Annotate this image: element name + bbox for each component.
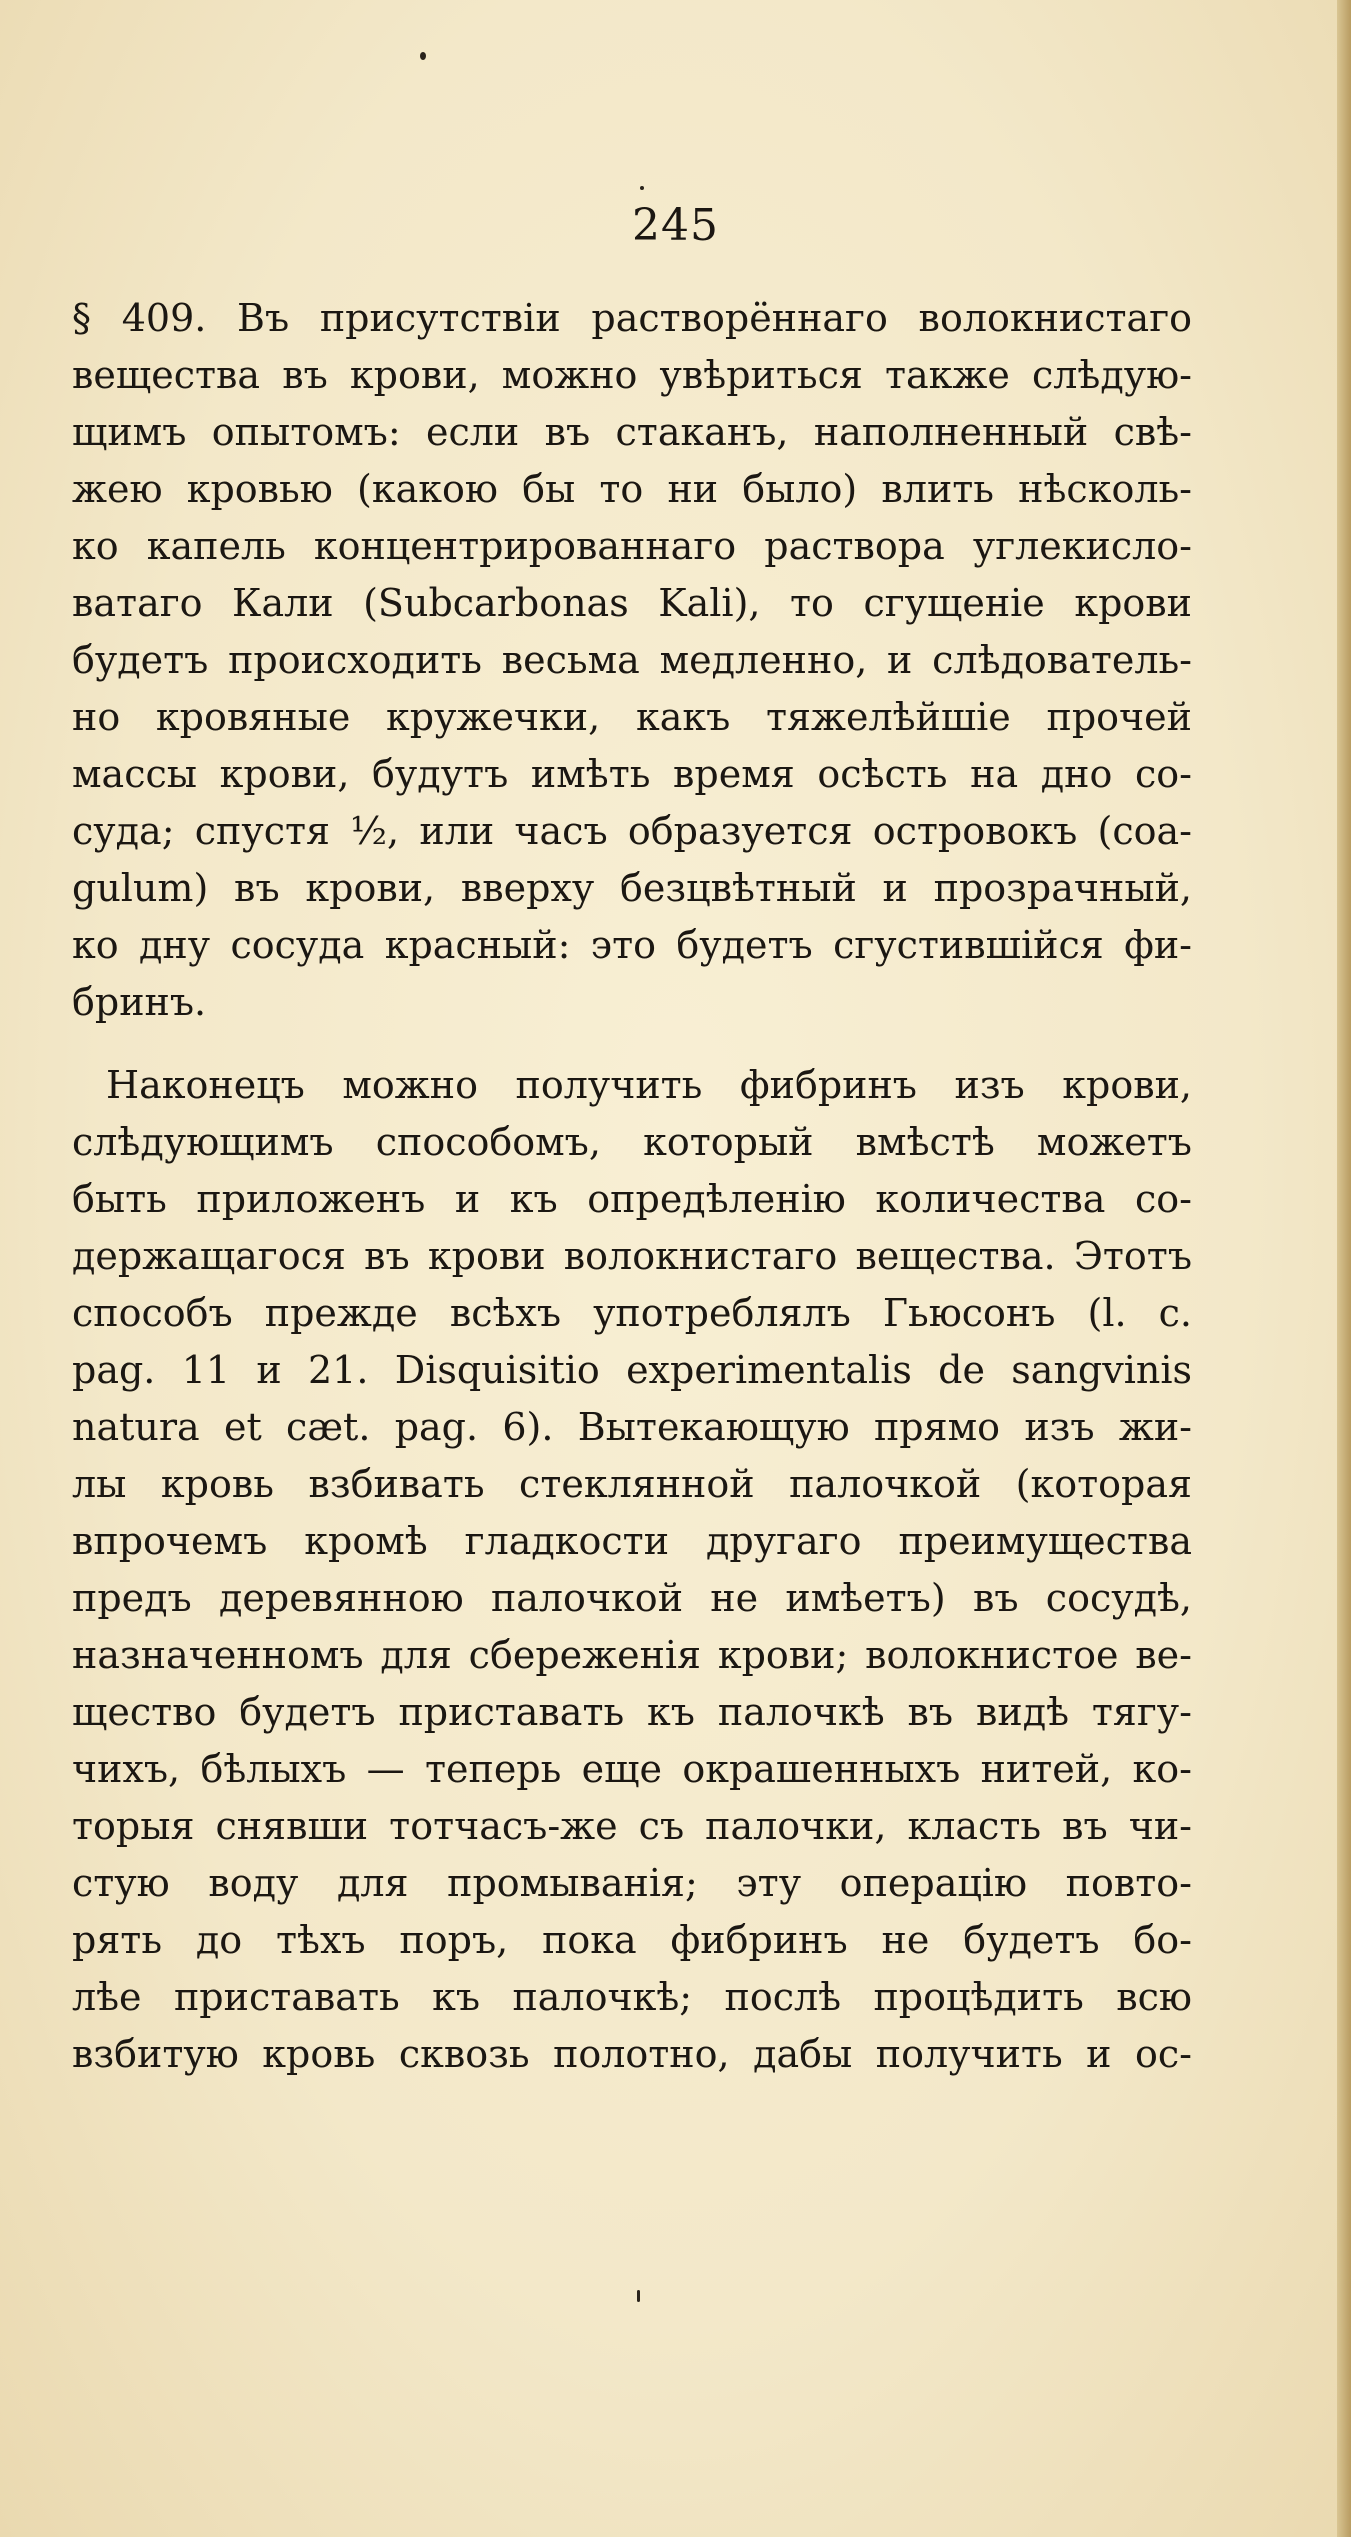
ink-speck: [420, 52, 426, 60]
text-line: Наконецъ можно получить фибринъ изъ крови,: [106, 1063, 1192, 1107]
text-line: рять до тѣхъ поръ, пока фибринъ не будетъ бо-: [72, 1918, 1192, 1962]
text-line: ко капель концентрированнаго раствора углекисло-: [72, 524, 1192, 568]
page-number: 245: [632, 200, 719, 251]
text-line: щество будетъ приставать къ палочкѣ въ видѣ тягу-: [72, 1690, 1192, 1734]
text-line: назначенномъ для сбереженія крови; волокнистое ве-: [72, 1633, 1192, 1677]
text-line: но кровяные кружечки, какъ тяжелѣйшіе прочей: [72, 695, 1192, 739]
text-line: gulum) въ крови, вверху безцвѣтный и прозрачный,: [72, 866, 1192, 910]
text-line: ко дну сосуда красный: это будетъ сгустившійся фи-: [72, 923, 1192, 967]
text-line: держащагося въ крови волокнистаго вещества. Этотъ: [72, 1234, 1192, 1278]
text-line: бринъ.: [72, 980, 207, 1024]
text-line: взбитую кровь сквозь полотно, дабы получить и ос-: [72, 2032, 1192, 2076]
text-line: слѣдующимъ способомъ, который вмѣстѣ можетъ: [72, 1120, 1192, 1164]
text-line: лы кровь взбивать стеклянной палочкой (которая: [72, 1462, 1192, 1506]
text-line: natura et cæt. pag. 6). Вытекающую прямо изъ жи-: [72, 1405, 1192, 1449]
text-line: жею кровью (какою бы то ни было) влить нѣсколь-: [72, 467, 1192, 511]
page-edge: [1337, 0, 1351, 2537]
text-line: щимъ опытомъ: если въ стаканъ, наполненный свѣ-: [72, 410, 1192, 454]
text-line: § 409. Въ присутствіи растворённаго волокнистаго: [72, 296, 1192, 340]
text-line: впрочемъ кромѣ гладкости другаго преимущества: [72, 1519, 1192, 1563]
text-line: предъ деревянною палочкой не имѣетъ) въ сосудѣ,: [72, 1576, 1192, 1620]
paragraph: [72, 1057, 1192, 2083]
text-line: лѣе приставать къ палочкѣ; послѣ процѣдить всю: [72, 1975, 1192, 2019]
text-line: стую воду для промыванія; эту операцію повто-: [72, 1861, 1192, 1905]
ink-speck: [637, 2290, 640, 2302]
ink-speck: [640, 186, 644, 190]
body-text: [72, 290, 1192, 2083]
text-line: быть приложенъ и къ опредѣленію количества со-: [72, 1177, 1192, 1221]
paragraph-spacer: [72, 1031, 1192, 1057]
text-line: вещества въ крови, можно увѣриться также слѣдую-: [72, 353, 1192, 397]
text-line: массы крови, будутъ имѣть время осѣсть на дно со-: [72, 752, 1192, 796]
text-line: pag. 11 и 21. Disquisitio experimentalis de sangvinis: [72, 1348, 1192, 1392]
text-line: чихъ, бѣлыхъ — теперь еще окрашенныхъ нитей, ко-: [72, 1747, 1192, 1791]
text-line: будетъ происходить весьма медленно, и слѣдователь-: [72, 638, 1192, 682]
paragraph: [72, 290, 1192, 1031]
text-line: суда; спустя ½, или часъ образуется островокъ (coa-: [72, 809, 1192, 853]
text-line: способъ прежде всѣхъ употреблялъ Гьюсонъ (l. c.: [72, 1291, 1192, 1335]
text-line: ватаго Кали (Subcarbonas Kali), то сгущеніе крови: [72, 581, 1192, 625]
text-line: торыя снявши тотчасъ-же съ палочки, класть въ чи-: [72, 1804, 1192, 1848]
